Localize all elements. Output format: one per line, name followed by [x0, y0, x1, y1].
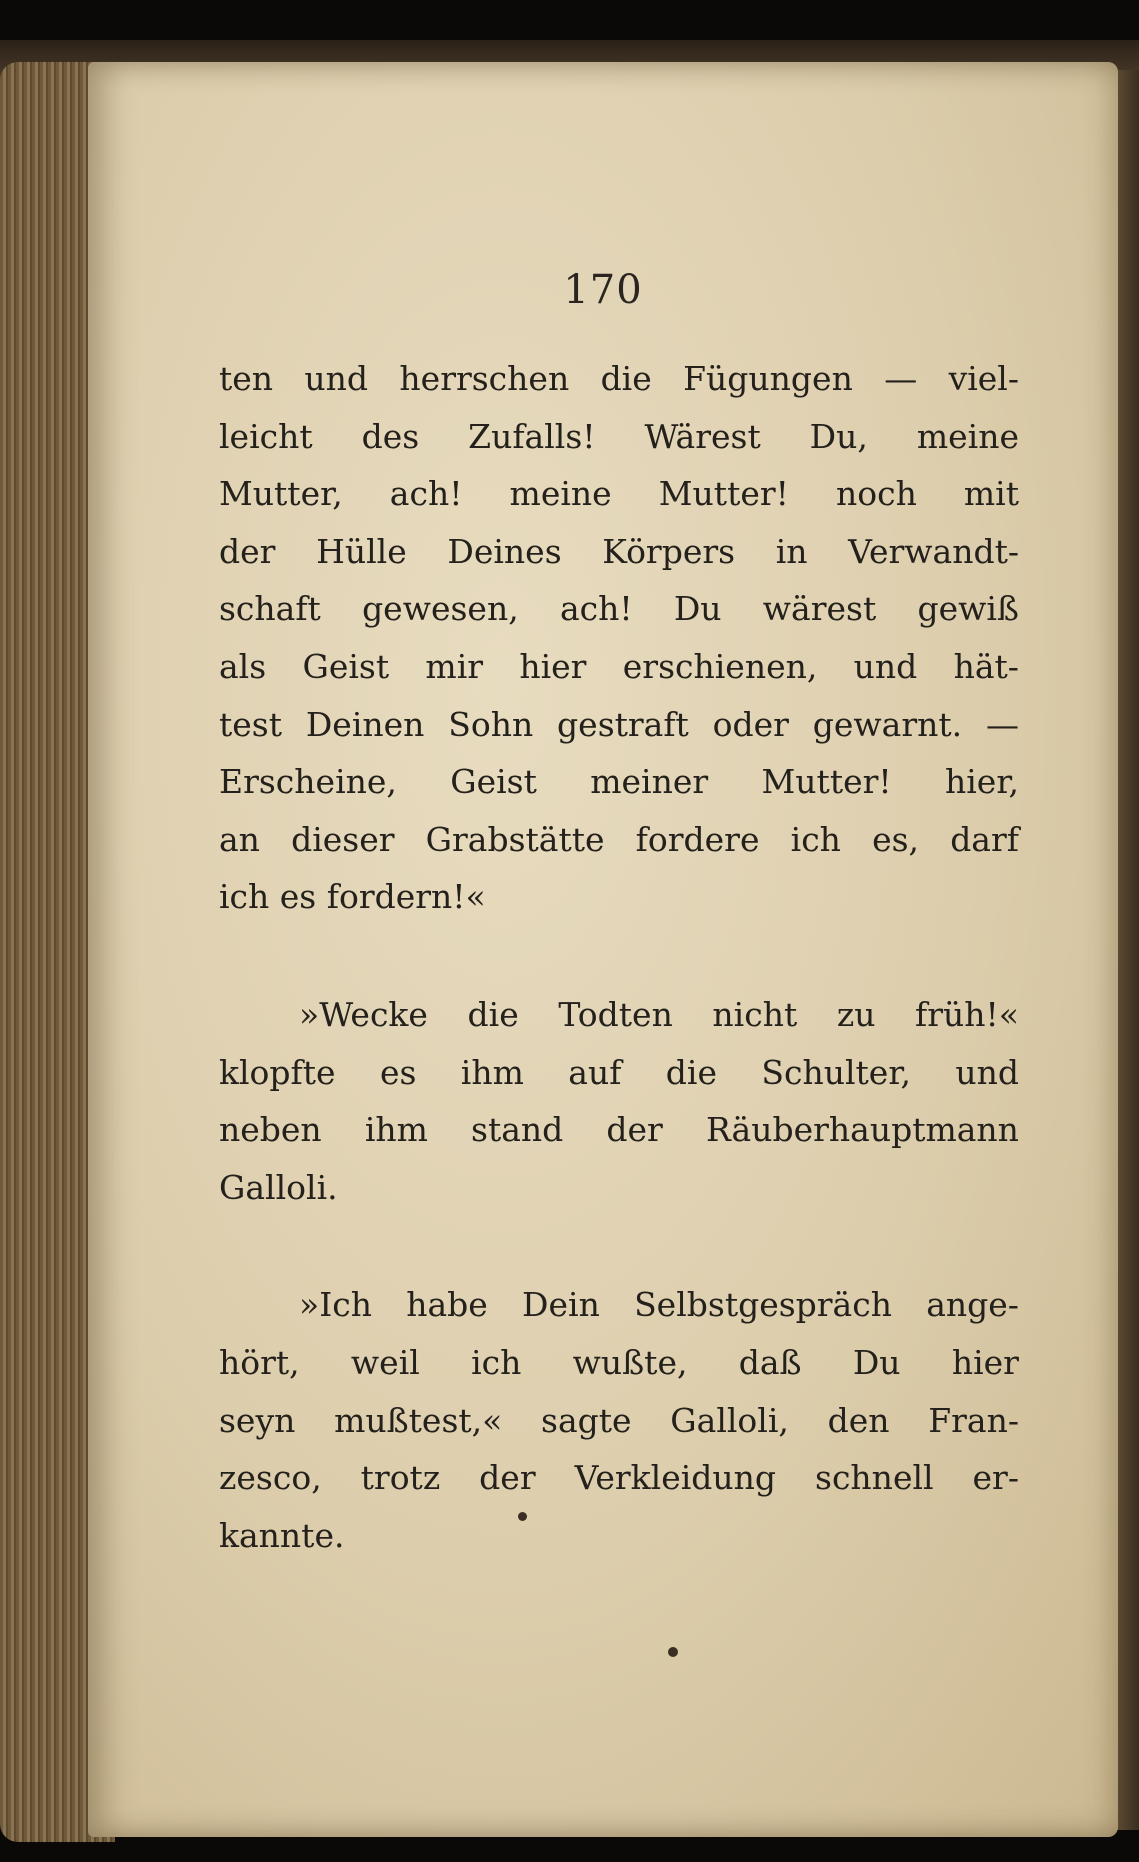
- text-line: schaft gewesen, ach! Du wärest gewiß: [219, 589, 1019, 629]
- text-line: Galloli.: [219, 1167, 338, 1207]
- text-line: der Hülle Deines Körpers in Verwandt-: [219, 531, 1019, 571]
- text-line: seyn mußtest,« sagte Galloli, den Fran-: [219, 1400, 1019, 1440]
- paragraph: [219, 986, 1019, 1216]
- text-line: »Ich habe Dein Selbstgespräch ange-: [299, 1285, 1019, 1325]
- text-line: neben ihm stand der Räuberhauptmann: [219, 1110, 1019, 1150]
- text-line: hört, weil ich wußte, daß Du hier: [219, 1342, 1019, 1382]
- ink-speck: [668, 1647, 678, 1657]
- text-line: Mutter, ach! meine Mutter! noch mit: [219, 474, 1019, 514]
- page-number: 170: [563, 267, 643, 313]
- text-line: leicht des Zufalls! Wärest Du, meine: [219, 416, 1019, 456]
- body-text: [219, 350, 1019, 1564]
- paragraph: [219, 350, 1019, 926]
- text-line: ich es fordern!«: [219, 877, 486, 917]
- text-line: test Deinen Sohn gestraft oder gewarnt. —: [219, 704, 1019, 744]
- text-line: klopfte es ihm auf die Schulter, und: [219, 1052, 1019, 1092]
- text-line: ten und herrschen die Fügungen — viel-: [219, 359, 1019, 398]
- text-line: kannte.: [219, 1515, 345, 1555]
- paragraph: [219, 1276, 1019, 1564]
- text-line: als Geist mir hier erschienen, und hät-: [219, 646, 1019, 686]
- text-line: zesco, trotz der Verkleidung schnell er-: [219, 1458, 1019, 1498]
- text-line: »Wecke die Todten nicht zu früh!«: [299, 994, 1019, 1034]
- text-line: an dieser Grabstätte fordere ich es, darf: [219, 819, 1019, 859]
- text-line: Erscheine, Geist meiner Mutter! hier,: [219, 762, 1019, 802]
